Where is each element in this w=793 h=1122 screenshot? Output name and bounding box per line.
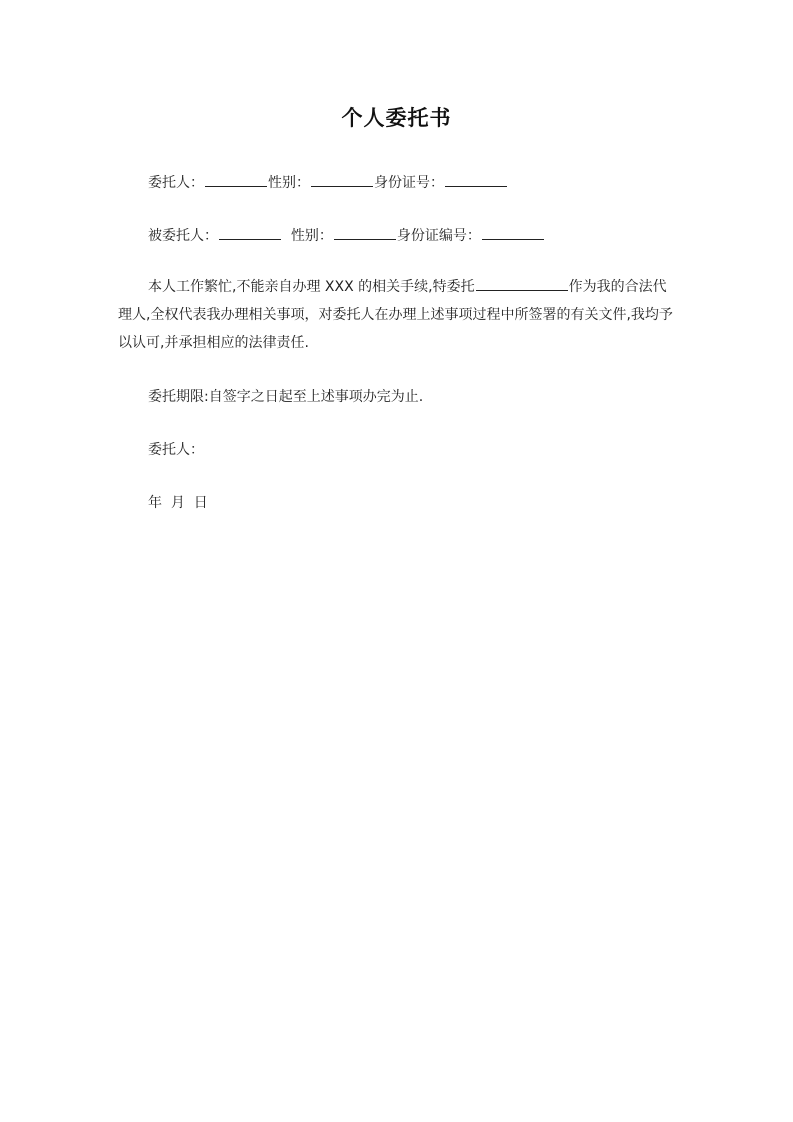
signature-line: 委托人： <box>148 442 204 458</box>
body-paragraph-part1: 本人工作繁忙,不能亲自办理 XXX 的相关手续,特委托 <box>148 279 475 295</box>
term-line: 委托期限:自签字之日起至上述事项办完为止. <box>148 389 424 405</box>
principal-gender-label: 性别： <box>268 175 310 191</box>
principal-id-blank <box>445 172 507 187</box>
body-paragraph-part2: 作为我的合法代理人,全权代表我办理相关事项，对委托人在办理上述事项过程中所签署的有关文件,我均予以认可,并承担相应的法律责任. <box>118 279 673 351</box>
agent-label: 被委托人： <box>148 228 218 244</box>
principal-label: 委托人： <box>148 175 204 191</box>
agent-name-blank <box>219 225 281 240</box>
principal-gender-blank <box>311 172 373 187</box>
appointed-agent-blank <box>476 276 568 291</box>
principal-info-line <box>148 172 508 193</box>
agent-id-label: 身份证编号： <box>396 228 481 244</box>
body-paragraph <box>118 273 678 357</box>
agent-gender-blank <box>334 225 396 240</box>
agent-gender-label: 性别： <box>290 228 333 244</box>
principal-name-blank <box>205 172 267 187</box>
agent-id-blank <box>482 225 544 240</box>
date-line: 年 月 日 <box>148 495 208 511</box>
document-title: 个人委托书 <box>341 105 452 130</box>
agent-info-line <box>148 225 545 246</box>
principal-id-label: 身份证号： <box>374 175 444 191</box>
